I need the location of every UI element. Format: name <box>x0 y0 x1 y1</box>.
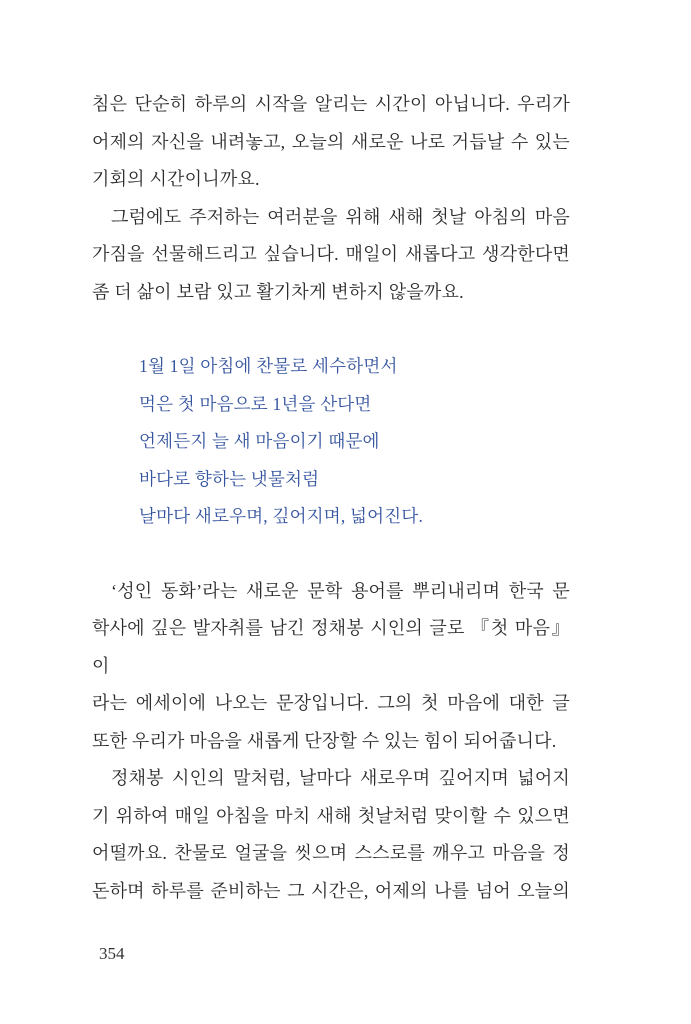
body-paragraph-2 <box>92 199 570 312</box>
page-text-block <box>92 86 570 910</box>
poem-line: 바다로 향하는 냇물처럼 <box>139 468 320 489</box>
text-line: 어제의 자신을 내려놓고, 오늘의 새로운 나로 거듭날 수 있는 <box>92 131 570 152</box>
text-line: ‘성인 동화’라는 새로운 문학 용어를 뿌리내리며 한국 문 <box>111 580 570 601</box>
text-line: 정채봉 시인의 말처럼, 날마다 새로우며 깊어지며 넓어지 <box>111 768 570 788</box>
body-paragraph-4 <box>92 760 570 910</box>
text-line: 그럼에도 주저하는 여러분을 위해 새해 첫날 아침의 마음 <box>111 206 570 227</box>
text-line: 또한 우리가 마음을 새롭게 단장할 수 있는 힘이 되어줍니다. <box>92 730 557 751</box>
poem-line: 먹은 첫 마음으로 1년을 산다면 <box>139 393 372 414</box>
text-line: 침은 단순히 하루의 시작을 알리는 시간이 아닙니다. 우리가 <box>92 94 570 114</box>
page-number: 354 <box>99 944 125 963</box>
body-paragraph-1 <box>92 86 570 199</box>
text-line: 기 위하여 매일 아침을 마치 새해 첫날처럼 맞이할 수 있으면 <box>92 805 570 826</box>
poem-line: 날마다 새로우며, 깊어지며, 넓어진다. <box>139 506 424 526</box>
text-line: 기회의 시간이니까요. <box>92 169 260 189</box>
text-line: 돈하며 하루를 준비하는 그 시간은, 어제의 나를 넘어 오늘의 <box>92 880 570 901</box>
poem-quote <box>92 348 570 536</box>
poem-line: 1월 1일 아침에 찬물로 세수하면서 <box>139 356 398 376</box>
text-line: 학사에 깊은 발자취를 남긴 정채봉 시인의 글로 『첫 마음』이 <box>92 618 570 676</box>
poem-line: 언제든지 늘 새 마음이기 때문에 <box>139 431 380 451</box>
text-line: 라는 에세이에 나오는 문장입니다. 그의 첫 마음에 대한 글 <box>92 693 570 713</box>
body-paragraph-3 <box>92 573 570 761</box>
text-line: 어떨까요. 찬물로 얼굴을 씻으며 스스로를 깨우고 마음을 정 <box>92 843 570 863</box>
text-line: 좀 더 삶이 보람 있고 활기차게 변하지 않을까요. <box>92 281 464 302</box>
text-line: 가짐을 선물해드리고 싶습니다. 매일이 새롭다고 생각한다면 <box>92 244 570 264</box>
